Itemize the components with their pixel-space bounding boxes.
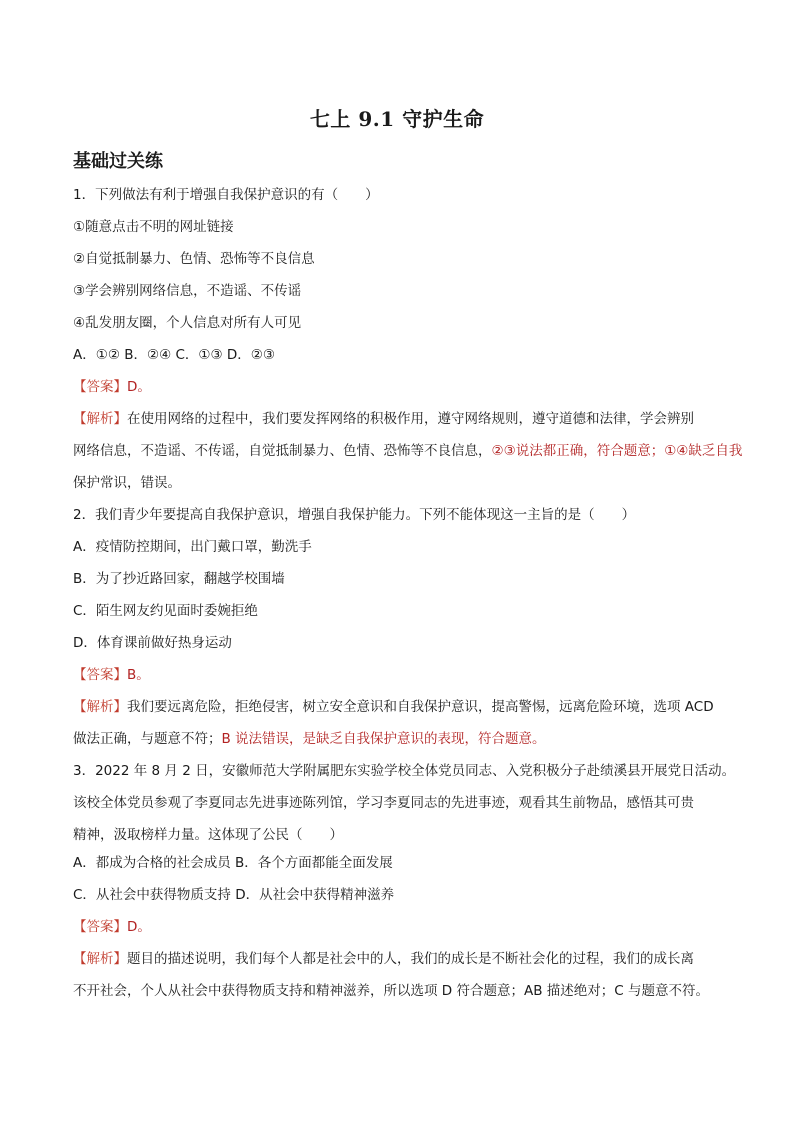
q1-option-1: ①随意点击不明的网址链接 (73, 219, 234, 235)
q2-analysis-line-2 (73, 729, 546, 749)
q1-choices: A．①② B．②④ C．①③ D．②③ (73, 347, 276, 363)
document-title: 七上 9.1 守护生命 (309, 107, 485, 131)
answer-value: D。 (127, 919, 151, 935)
analysis-tag: 【解析】 (73, 411, 127, 427)
q3-stem-line-1: 3．2022 年 8 月 2 日，安徽师范大学附属肥东实验学校全体党员同志、入党积极分子赴绩溪县开展党日活动。 (73, 763, 736, 779)
q2-option-c: C．陌生网友约见面时委婉拒绝 (73, 603, 258, 619)
analysis-highlight: B 说法错误，是缺乏自我保护意识的表现，符合题意。 (221, 731, 546, 747)
q3-options-ab: A．都成为合格的社会成员 B．各个方面都能全面发展 (73, 855, 393, 871)
q1-analysis-line-1 (73, 409, 694, 429)
answer-tag: 【答案】 (73, 667, 127, 683)
q3-analysis-line-1 (73, 949, 694, 969)
answer-tag: 【答案】 (73, 379, 127, 395)
analysis-text: 在使用网络的过程中，我们要发挥网络的积极作用，遵守网络规则，遵守道德和法律，学会辨别 (127, 411, 694, 427)
q3-analysis-line-2: 不开社会，个人从社会中获得物质支持和精神滋养，所以选项 D 符合题意；AB 描述绝对；C 与题意不符。 (73, 983, 709, 999)
answer-value: D。 (127, 379, 151, 395)
analysis-tag: 【解析】 (73, 951, 127, 967)
q1-option-4: ④乱发朋友圈，个人信息对所有人可见 (73, 315, 302, 331)
q2-analysis-line-1 (73, 697, 714, 717)
q1-analysis-line-3: 保护常识，错误。 (73, 475, 181, 491)
q1-answer (73, 377, 151, 397)
q3-stem-line-2: 该校全体党员参观了李夏同志先进事迹陈列馆，学习李夏同志的先进事迹，观看其生前物品，感悟其可贵 (73, 795, 694, 811)
q1-analysis-line-2 (73, 441, 742, 461)
q2-option-a: A．疫情防控期间，出门戴口罩，勤洗手 (73, 539, 312, 555)
analysis-text: 题目的描述说明，我们每个人都是社会中的人，我们的成长是不断社会化的过程，我们的成长离 (127, 951, 694, 967)
analysis-text: 我们要远离危险，拒绝侵害，树立安全意识和自我保护意识，提高警惕，远离危险环境，选项 ACD (127, 699, 714, 715)
q1-stem: 1．下列做法有利于增强自我保护意识的有（ ） (73, 187, 379, 203)
q1-option-3: ③学会辨别网络信息，不造谣、不传谣 (73, 283, 302, 299)
q3-answer (73, 917, 151, 937)
q2-answer (73, 665, 150, 685)
q2-stem: 2．我们青少年要提高自我保护意识，增强自我保护能力。下列不能体现这一主旨的是（ ） (73, 507, 636, 523)
q2-option-d: D．体育课前做好热身运动 (73, 635, 232, 651)
analysis-tag: 【解析】 (73, 699, 127, 715)
answer-value: B。 (127, 667, 150, 683)
analysis-text: 做法正确，与题意不符； (73, 731, 222, 747)
section-heading: 基础过关练 (73, 151, 163, 172)
q3-options-cd: C．从社会中获得物质支持 D．从社会中获得精神滋养 (73, 887, 395, 903)
analysis-highlight: ②③说法都正确，符合题意；①④缺乏自我 (491, 443, 743, 459)
answer-tag: 【答案】 (73, 919, 127, 935)
analysis-text: 网络信息，不造谣、不传谣，自觉抵制暴力、色情、恐怖等不良信息， (73, 443, 492, 459)
q3-stem-line-3: 精神，汲取榜样力量。这体现了公民（ ） (73, 827, 343, 843)
q2-option-b: B．为了抄近路回家，翻越学校围墙 (73, 571, 285, 587)
q1-option-2: ②自觉抵制暴力、色情、恐怖等不良信息 (73, 251, 315, 267)
